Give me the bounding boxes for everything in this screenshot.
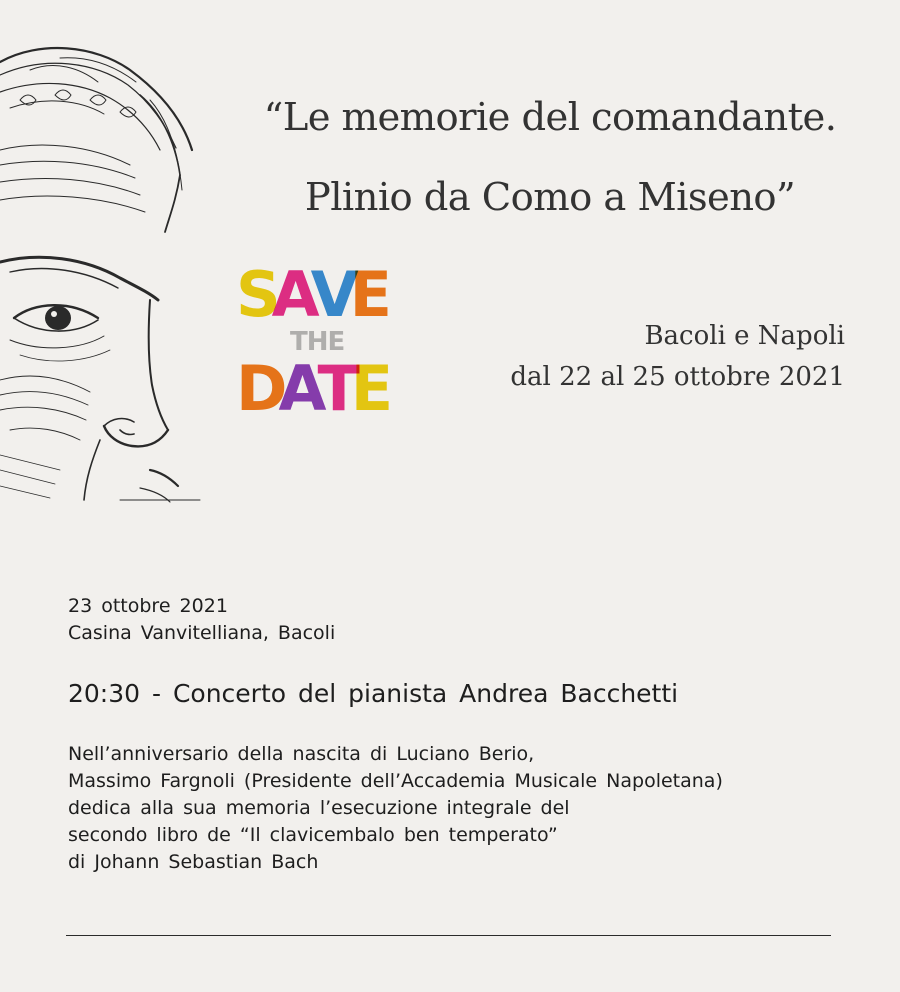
save-the-date-logo (236, 258, 416, 426)
event-location: Bacoli e Napoli (644, 321, 845, 351)
save-the-date-letter: E (349, 258, 383, 331)
save-the-date-letter: A (271, 258, 311, 331)
description-line: Nell’anniversario della nascita di Luciano Berio, (68, 743, 535, 765)
event-title (200, 78, 900, 238)
event-period: dal 22 al 25 ottobre 2021 (510, 362, 845, 392)
save-the-date-letter: A (278, 352, 318, 425)
save-the-date-letter: T (290, 327, 307, 357)
event-date: 23 ottobre 2021 (68, 595, 228, 617)
save-the-date-letter: H (306, 327, 328, 357)
bottom-divider (66, 935, 831, 936)
concert-description (68, 741, 723, 876)
description-line: secondo libro de “Il clavicembalo ben temperato” (68, 824, 558, 846)
pliny-portrait-illustration (0, 0, 205, 505)
event-title-line-1: “Le memorie del comandante. (263, 95, 837, 140)
save-the-date-letter: D (236, 352, 279, 425)
concert-headline: 20:30 - Concerto del pianista Andrea Bacchetti (68, 679, 679, 708)
event-venue: Casina Vanvitelliana, Bacoli (68, 622, 336, 644)
save-the-date-letter: V (310, 258, 350, 331)
save-the-date-letter: T (317, 352, 351, 425)
save-the-date-letter: E (350, 352, 385, 425)
save-the-date-word-date (236, 352, 384, 425)
description-line: di Johann Sebastian Bach (68, 851, 319, 873)
save-the-date-letter: E (327, 327, 345, 357)
event-place-and-period (510, 316, 845, 398)
description-line: dedica alla sua memoria l’esecuzione integrale del (68, 797, 570, 819)
save-the-date-letter: S (236, 258, 272, 331)
event-date-venue (68, 593, 335, 647)
description-line: Massimo Fargnoli (Presidente dell’Accademia Musicale Napoletana) (68, 770, 723, 792)
save-the-date-word-save (236, 258, 383, 331)
event-title-line-2: Plinio da Como a Miseno” (304, 175, 796, 220)
